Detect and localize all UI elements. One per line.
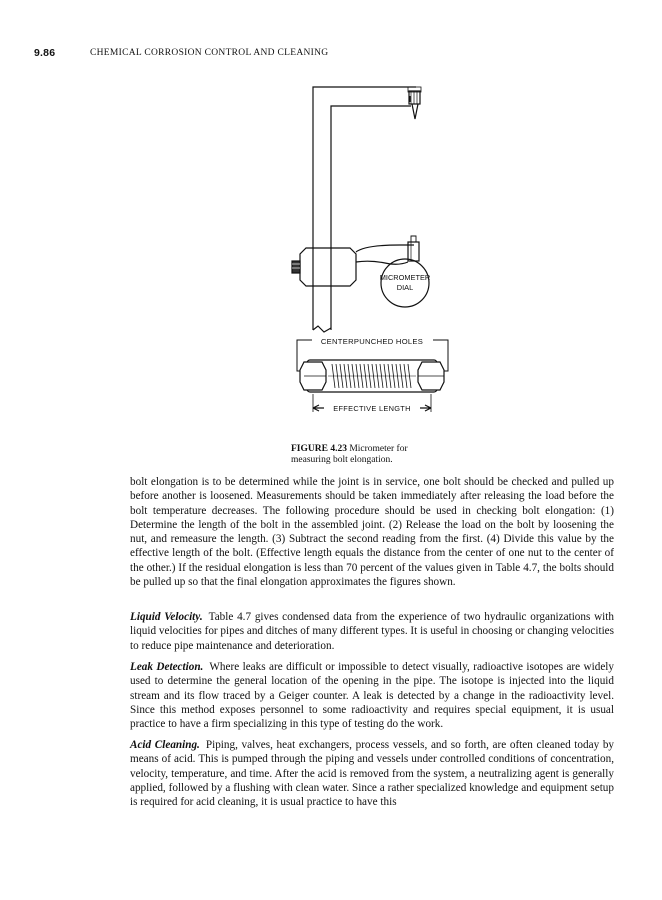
centerpunched-holes-label: CENTERPUNCHED HOLES [320, 337, 424, 346]
leak-detection-heading: Leak Detection. [130, 661, 204, 673]
leak-detection-text: Where leaks are difficult or impossible to detect visually, radioactive isotopes are widely used to determine the general location of the opening in the pipe. The isotope is injected into the liquid stream and its flow traced by a Geiger counter. A leak is detected by a change in the radioactivity level. Since this method exposes personnel to some radioactivity and requires special equipment, it is usual practice to have a firm specializing in this type of testing do the work. [130, 661, 614, 731]
effective-length-arrow-left [313, 405, 324, 411]
paragraph-liquid-velocity [130, 610, 614, 653]
page-header [34, 47, 634, 61]
frame-outline-inner [331, 106, 414, 330]
dial-arm [356, 245, 414, 252]
frame-outline-outer [313, 87, 416, 330]
paragraph-acid-cleaning [130, 738, 614, 809]
caption-text: Micrometer for measuring bolt elongation. [291, 444, 408, 465]
clamp-screw [292, 261, 300, 273]
liquid-velocity-heading: Liquid Velocity. [130, 611, 203, 623]
clamp-body [300, 248, 356, 286]
caption-label: FIGURE 4.23 [291, 444, 347, 454]
acid-cleaning-heading: Acid Cleaning. [130, 739, 200, 751]
figure-caption [291, 444, 423, 466]
effective-length-label: EFFECTIVE LENGTH [333, 404, 411, 413]
top-point [412, 104, 418, 119]
liquid-velocity-text: Table 4.7 gives condensed data from the experience of two hydraulic organizations with liquid velocities for pipes and ditches of many different types. It is useful in choosing or changing velocities to reduce pipe maintenance and deterioration. [130, 611, 614, 652]
paragraph-bolt-elongation: bolt elongation is to be determined while the joint is in service, one bolt should be checked and pulled up before another is loosened. Measurements should be taken immediately after releasing the load before the bolt temperature decreases. The following procedure should be used in checking bolt elongation: (1) Determine the length of the bolt in the assembled joint. (2) Release the load on the bolt by loosening the nut, and remeasure the length. (3) Subtract the second reading from the first. (4) Divide this value by the effective length of the bolt. (Effective length equals the distance from the center of one nut to the center of the other.) If the residual elongation is less than 70 percent of the values given in Table 4.7, the bolts should be pulled up so that the final elongation approximates the figures shown. [130, 476, 614, 589]
micrometer-label-line2: DIAL [396, 283, 414, 292]
figure-4-23 [240, 82, 480, 417]
frame-break [313, 326, 331, 332]
micrometer-label-line1: MICROMETER [379, 273, 431, 282]
acid-cleaning-text: Piping, valves, heat exchangers, process vessels, and so forth, are often cleaned today by means of acid. This is pumped through the piping and vessels under controlled conditions of concentration, velocity, temperature, and time. After the acid is removed from the system, a neutralizing agent is generally applied, followed by a flushing with clean water. Since a rather specialized knowledge and equipment setup is required for acid cleaning, it is usual practice to have this [130, 739, 615, 809]
effective-length-arrow-right [420, 405, 431, 411]
micrometer-diagram [240, 82, 480, 417]
running-head: CHEMICAL CORROSION CONTROL AND CLEANING [90, 48, 329, 58]
page-number: 9.86 [34, 47, 56, 59]
paragraph-leak-detection [130, 660, 614, 731]
